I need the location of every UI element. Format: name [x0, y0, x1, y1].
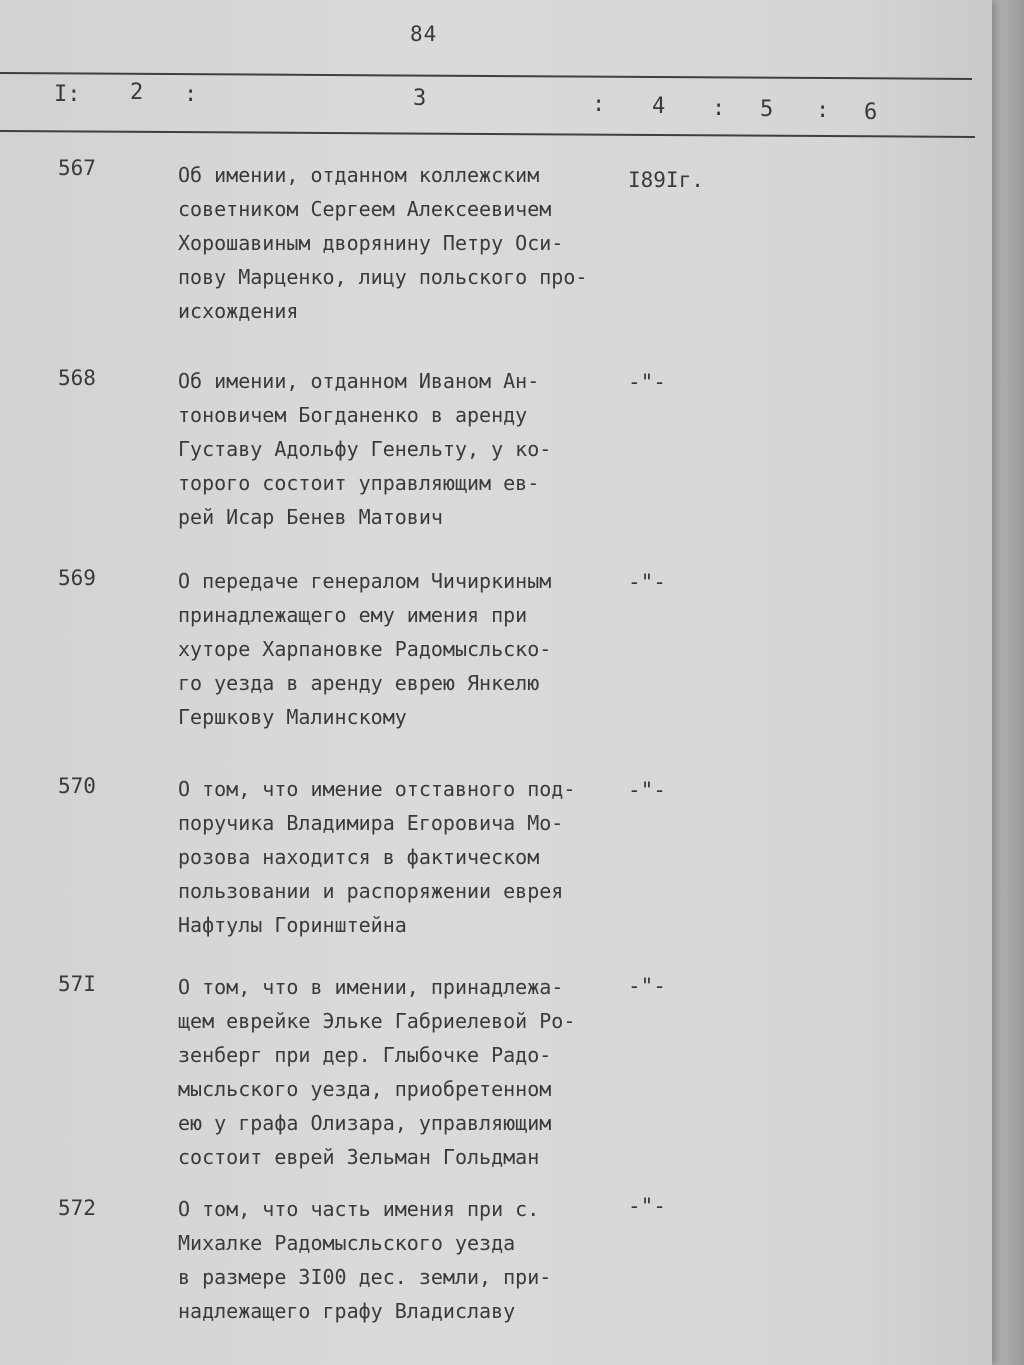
entry-date: I89Iг.	[628, 168, 704, 192]
header-col-2: 2	[130, 80, 144, 105]
header-col-6: 6	[864, 100, 878, 125]
entry-description: О том, что имение отставного под- поручика Владимира Егоровича Мо- розова находится в фактическом пользовании и распоряжении еврея Нафтулы Горинштейна	[178, 777, 576, 937]
entry-date: -"-	[628, 570, 666, 594]
header-col-5: 5	[760, 97, 774, 122]
entry-description: О том, что часть имения при с. Михалке Радомысльского уезда в размере 3I00 дес. земли, при- надлежащего графу Владиславу	[178, 1197, 552, 1323]
entry-number: 572	[58, 1196, 96, 1220]
header-separator: :	[712, 96, 726, 121]
entry-date: -"-	[628, 370, 666, 394]
entry-date: -"-	[628, 1194, 666, 1218]
header-col-3: 3	[413, 86, 427, 111]
header-separator: :	[816, 98, 830, 123]
entry-number: 568	[58, 366, 96, 390]
header-bottom-rule	[0, 130, 975, 138]
header-separator: :	[184, 82, 198, 107]
entry-number: 567	[58, 156, 96, 180]
header-top-rule	[0, 72, 972, 80]
entry-description: О том, что в имении, принадлежа- щем еврейке Эльке Габриелевой Ро- зенберг при дер. Глыбочке Радо- мысльского уезда, приобретенном ею у графа Олизара, управляющим состоит еврей Зельман Гольдман	[178, 975, 576, 1169]
entry-number: 57I	[58, 972, 96, 996]
header-col-1: I:	[54, 82, 81, 107]
header-separator: :	[592, 92, 606, 117]
entry-date: -"-	[628, 974, 666, 998]
entry-number: 570	[58, 774, 96, 798]
entry-description: Об имении, отданном Иваном Ан- тоновичем Богданенко в аренду Густаву Адольфу Генельту, у ко- торого состоит управляющим ев- рей Исар Бенев Матович	[178, 369, 552, 529]
header-col-4: 4	[652, 94, 666, 119]
entry-description: Об имении, отданном коллежским советником Сергеем Алексеевичем Хорошавиным дворянину Петру Оси- пову Марценко, лицу польского про- исхождения	[178, 163, 588, 323]
page-number: 84	[410, 22, 438, 46]
entry-description: О передаче генералом Чичиркиным принадлежащего ему имения при хуторе Харпановке Радомысльско- го уезда в аренду еврею Янкелю Гершкову Малинскому	[178, 569, 552, 729]
entry-number: 569	[58, 566, 96, 590]
entry-date: -"-	[628, 778, 666, 802]
